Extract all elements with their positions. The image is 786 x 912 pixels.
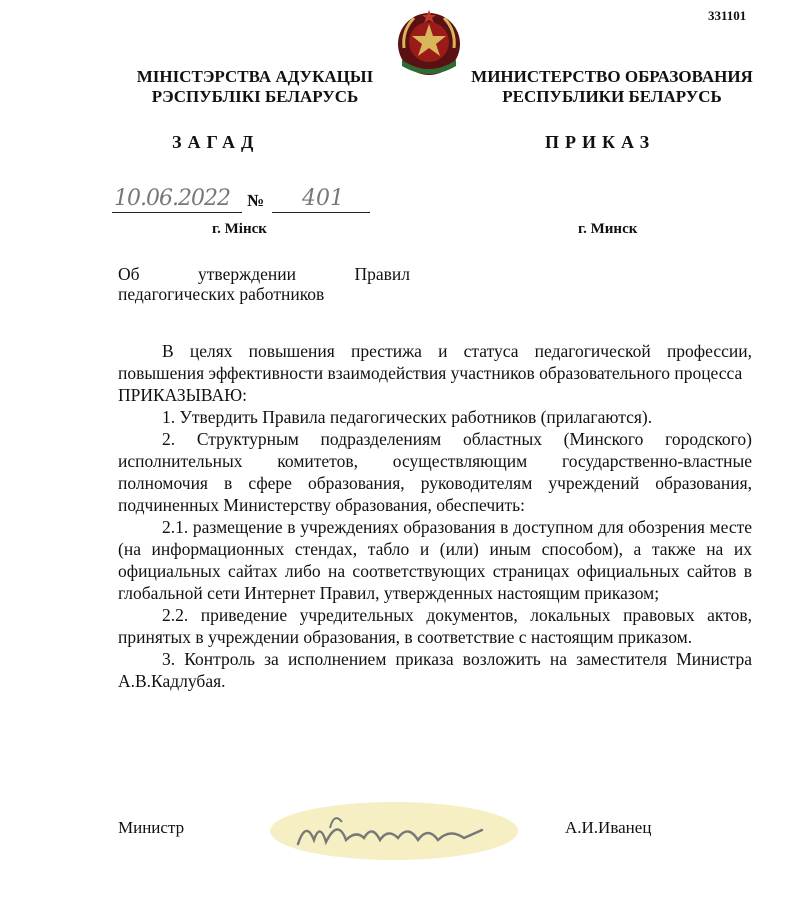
org-ru-line-2: РЕСПУБЛИКИ БЕЛАРУСЬ	[502, 87, 722, 106]
item-2-2: 2.2. приведение учредительных документов, локальных правовых актов, принятых в учреждении образования, в соответствие с настоящим приказом.	[118, 605, 752, 647]
org-ru-line-1: МИНИСТЕРСТВО ОБРАЗОВАНИЯ	[471, 67, 753, 86]
title-word: Об	[118, 264, 140, 284]
date-underline	[112, 212, 242, 213]
document-title	[118, 264, 410, 304]
state-emblem-icon	[396, 8, 462, 80]
org-by-line-1: МІНІСТЭРСТВА АДУКАЦЫІ	[136, 67, 374, 86]
title-line-2: педагогических работников	[118, 284, 325, 304]
signatory-name: А.И.Иванец	[565, 818, 652, 837]
document-kind-russian: ПРИКАЗ	[545, 132, 656, 152]
item-3: 3. Контроль за исполнением приказа возложить на заместителя Министра А.В.Кадлубая.	[118, 649, 752, 691]
order-word: ПРИКАЗЫВАЮ:	[118, 385, 247, 405]
document-number: 331101	[708, 8, 747, 23]
document-body	[118, 340, 752, 692]
signatory-role: Министр	[118, 818, 185, 837]
city-russian: г. Минск	[578, 221, 638, 237]
org-by-line-2: РЭСПУБЛІКІ БЕЛАРУСЬ	[151, 87, 359, 106]
title-word: утверждении	[198, 264, 296, 284]
document-kind-belarusian: ЗАГАД	[172, 132, 260, 152]
intro-paragraph: В целях повышения престижа и статуса педагогической профессии, повышения эффективности взаимодействия участников образовательного процесса	[118, 341, 752, 383]
number-underline	[272, 212, 370, 213]
city-belarusian: г. Мінск	[212, 221, 267, 237]
document-date: 10.06.2022	[114, 186, 230, 211]
handwritten-signature	[268, 800, 520, 862]
item-2: 2. Структурным подразделениям областных (Минского городского) исполнительных комитетов, осуществляющим государственно-властные полномочия в сфере образования, руководителям учреждений образования, подчиненных Министерству образования, обеспечить:	[118, 429, 752, 515]
item-1: 1. Утвердить Правила педагогических работников (прилагаются).	[162, 407, 653, 427]
title-word: Правил	[354, 264, 410, 284]
org-name-belarusian	[120, 67, 390, 107]
date-number-line	[112, 186, 392, 216]
order-number: 401	[302, 186, 344, 211]
item-2-1: 2.1. размещение в учреждениях образования в доступном для обозрения месте (на информационных стендах, табло и (или) иным способом), а также на их официальных сайтах либо на соответствующих страницах официальных сайтов в глобальной сети Интернет Правил, утвержденных настоящим приказом;	[118, 517, 752, 603]
number-sign: №	[247, 191, 265, 210]
org-name-russian	[462, 67, 762, 107]
